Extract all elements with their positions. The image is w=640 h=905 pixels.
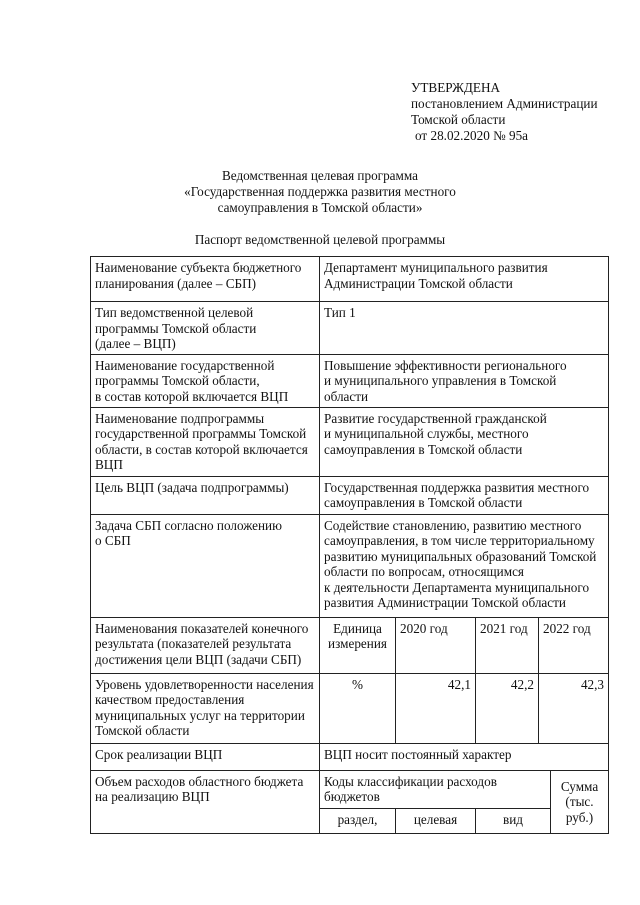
task-value-2: к деятельности Департамента муниципального развития Администрации Томской области xyxy=(324,579,590,610)
goal-value: Государственная поддержка развития местного самоуправления в Томской области xyxy=(320,476,609,514)
type-label-3: (далее – ВЦП) xyxy=(95,336,176,351)
task-value-1: Содействие становлению, развитию местного самоуправления, в том числе территориальному развитию муниципальных образований Томской области по вопросам, относящимся xyxy=(324,517,597,579)
approval-line-3: Томской области xyxy=(411,112,506,127)
col-section: раздел, xyxy=(320,808,396,833)
row-sbp xyxy=(91,257,609,302)
year-2020-header: 2020 год xyxy=(396,617,476,673)
indicator-label: Уровень удовлетворенности населения качеством предоставления муниципальных услуг на территории Томской области xyxy=(91,673,320,743)
year-2022-header: 2022 год xyxy=(539,617,609,673)
task-value xyxy=(320,514,609,617)
term-value: ВЦП носит постоянный характер xyxy=(320,743,609,770)
indicator-2020: 42,1 xyxy=(396,673,476,743)
task-label xyxy=(91,514,320,617)
row-term xyxy=(91,743,609,770)
approval-line-2: постановлением Администрации xyxy=(411,96,598,111)
sbp-value: Департамент муниципального развития Администрации Томской области xyxy=(320,257,609,302)
state-program-value-2: и муниципального управления в Томской xyxy=(324,373,557,388)
row-indicator xyxy=(91,673,609,743)
approval-line-4: от 28.02.2020 № 95а xyxy=(415,128,529,143)
state-program-label-2: программы Томской области, xyxy=(95,373,260,388)
subprogram-value xyxy=(320,407,609,476)
state-program-label-3: в состав которой включается ВЦП xyxy=(95,388,289,404)
task-label-2: о СБП xyxy=(95,533,131,548)
subprogram-label: Наименование подпрограммы государственной программы Томской области, в состав которой включается ВЦП xyxy=(91,407,320,476)
budget-codes: Коды классификации расходов бюджетов xyxy=(320,770,551,808)
type-label xyxy=(91,302,320,355)
row-state-program xyxy=(91,354,609,407)
col-type: вид xyxy=(476,808,551,833)
indicator-2022: 42,3 xyxy=(539,673,609,743)
type-label-1: Тип ведомственной целевой xyxy=(95,305,254,320)
row-type xyxy=(91,302,609,355)
program-title-line-1: Ведомственная целевая программа xyxy=(222,168,418,183)
subprogram-value-1: Развитие государственной гражданской xyxy=(324,410,547,426)
row-goal xyxy=(91,476,609,514)
program-title-line-2: «Государственная поддержка развития местного xyxy=(184,184,456,199)
budget-sum: Сумма (тыс. руб.) xyxy=(551,770,609,833)
row-budget xyxy=(91,770,609,808)
indicator-unit: % xyxy=(320,673,396,743)
type-label-2: программы Томской области xyxy=(95,320,257,336)
program-title-line-3: самоуправления в Томской области» xyxy=(217,200,423,215)
state-program-value-3: области xyxy=(324,388,369,404)
state-program-label xyxy=(91,354,320,407)
subprogram-value-3: самоуправления в Томской области xyxy=(324,441,523,457)
subprogram-value-2: и муниципальной службы, местного xyxy=(324,426,529,441)
state-program-value xyxy=(320,354,609,407)
state-program-value-1: Повышение эффективности регионального xyxy=(324,357,567,373)
indicators-label: Наименования показателей конечного результата (показателей результата достижения цели ВЦП (задачи СБП) xyxy=(91,617,320,673)
sbp-label: Наименование субъекта бюджетного планирования (далее – СБП) xyxy=(91,257,320,302)
term-label: Срок реализации ВЦП xyxy=(91,743,320,770)
indicator-2021: 42,2 xyxy=(476,673,539,743)
col-target: целевая xyxy=(396,808,476,833)
row-subprogram xyxy=(91,407,609,476)
task-label-1: Задача СБП согласно положению xyxy=(95,517,282,533)
row-task xyxy=(91,514,609,617)
type-value: Тип 1 xyxy=(320,302,609,355)
row-indicators-header xyxy=(91,617,609,673)
approval-stamp xyxy=(411,80,598,144)
year-2021-header: 2021 год xyxy=(476,617,539,673)
state-program-label-1: Наименование государственной xyxy=(95,357,275,373)
passport-table xyxy=(90,256,609,834)
budget-label: Объем расходов областного бюджета на реализацию ВЦП xyxy=(91,770,320,833)
approval-line-1: УТВЕРЖДЕНА xyxy=(411,80,501,95)
unit-header: Единица измерения xyxy=(320,617,396,673)
goal-label: Цель ВЦП (задача подпрограммы) xyxy=(91,476,320,514)
passport-heading: Паспорт ведомственной целевой программы xyxy=(194,232,446,247)
